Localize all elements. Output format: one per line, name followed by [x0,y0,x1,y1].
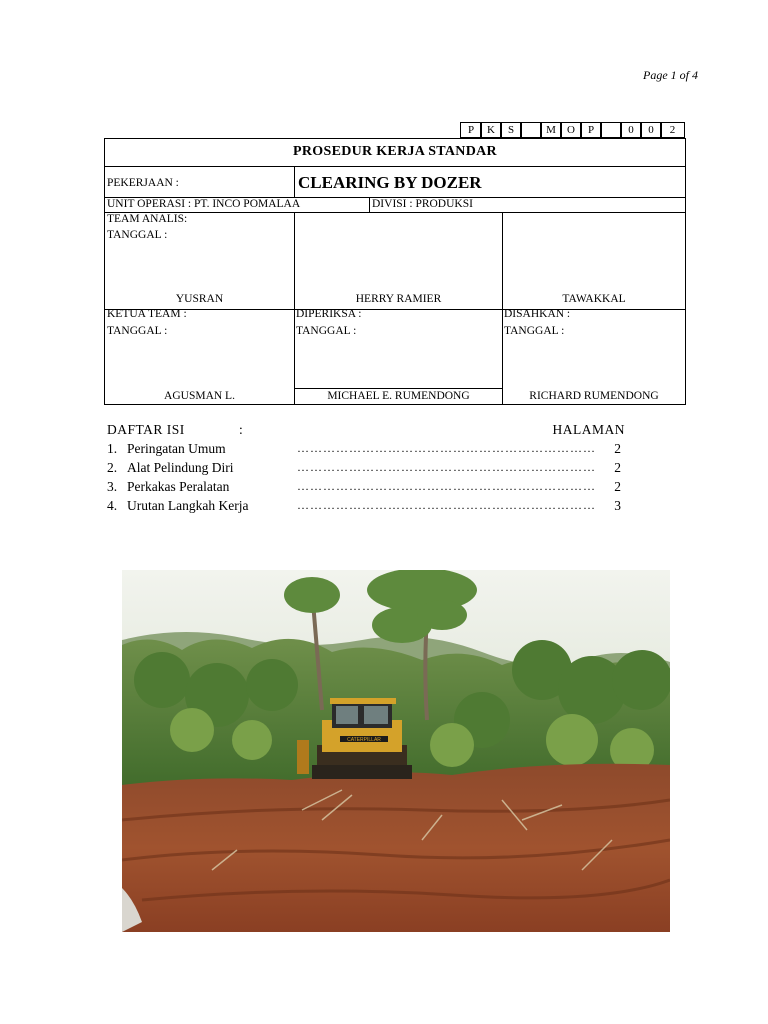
toc-leader: …………………………………………………………… [297,441,596,455]
code-cell [520,122,542,138]
analis-name: HERRY RAMIER [355,293,442,305]
toc-item-page: 2 [614,460,621,475]
page-number: Page 1 of 4 [643,68,698,82]
code-cell: M [540,122,562,138]
code-cell: O [560,122,582,138]
diperiksa-label: DIPERIKSA : [296,308,362,320]
tanggal-label: TANGGAL : [504,325,565,337]
code-cell: 0 [620,122,642,138]
ketua-team-label: KETUA TEAM : [107,308,187,320]
toc-item-label: Perkakas Peralatan [127,479,230,494]
job-title: CLEARING BY DOZER [298,173,482,192]
toc-item-number: 4. [107,498,118,513]
team-analis-label: TEAM ANALIS: [107,213,188,225]
tanggal-label: TANGGAL : [107,325,168,337]
toc-page-heading: HALAMAN [552,422,625,437]
approver-name: MICHAEL E. RUMENDONG [327,390,470,402]
analis-name: TAWAKKAL [562,293,626,305]
toc-item-number: 1. [107,441,118,456]
procedure-form [104,138,686,405]
code-cell: S [500,122,522,138]
unit-operasi: UNIT OPERASI : PT. INCO POMALAA [107,198,301,210]
toc-item-label: Peringatan Umum [127,441,226,456]
tanggal-label: TANGGAL : [107,229,168,241]
analis-name: YUSRAN [175,293,224,305]
toc-leader: …………………………………………………………… [297,460,596,474]
approver-name: RICHARD RUMENDONG [529,390,659,402]
pekerjaan-label: PEKERJAAN : [107,177,179,189]
code-cell: 2 [660,122,685,138]
code-cell: P [580,122,602,138]
tanggal-label: TANGGAL : [296,325,357,337]
approver-name: AGUSMAN L. [164,390,235,402]
disahkan-label: DISAHKAN : [504,308,571,320]
toc-leader: …………………………………………………………… [297,498,596,512]
toc-item-number: 3. [107,479,118,494]
toc-item[interactable] [107,439,627,458]
code-cell: P [460,122,482,138]
toc-header [107,420,627,439]
toc-item-page: 2 [614,479,621,494]
toc-leader: …………………………………………………………… [297,479,596,493]
table-of-contents [107,420,627,515]
toc-item[interactable] [107,458,627,477]
toc-item[interactable] [107,477,627,496]
bulldozer-clearing-photo [122,570,670,932]
dozer-brand-label: CATERPILLAR [347,737,381,743]
code-cell: K [480,122,502,138]
code-cell: 0 [640,122,662,138]
toc-item-label: Alat Pelindung Diri [127,460,234,475]
document-code [460,122,685,138]
toc-item-page: 2 [614,441,621,456]
toc-heading: DAFTAR ISI [107,422,185,437]
form-title: PROSEDUR KERJA STANDAR [293,144,497,159]
divisi: DIVISI : PRODUKSI [372,198,473,210]
toc-heading-colon: : [239,422,244,437]
toc-item[interactable] [107,496,627,515]
toc-item-label: Urutan Langkah Kerja [127,498,249,513]
toc-item-page: 3 [614,498,621,513]
code-cell [600,122,622,138]
toc-item-number: 2. [107,460,118,475]
